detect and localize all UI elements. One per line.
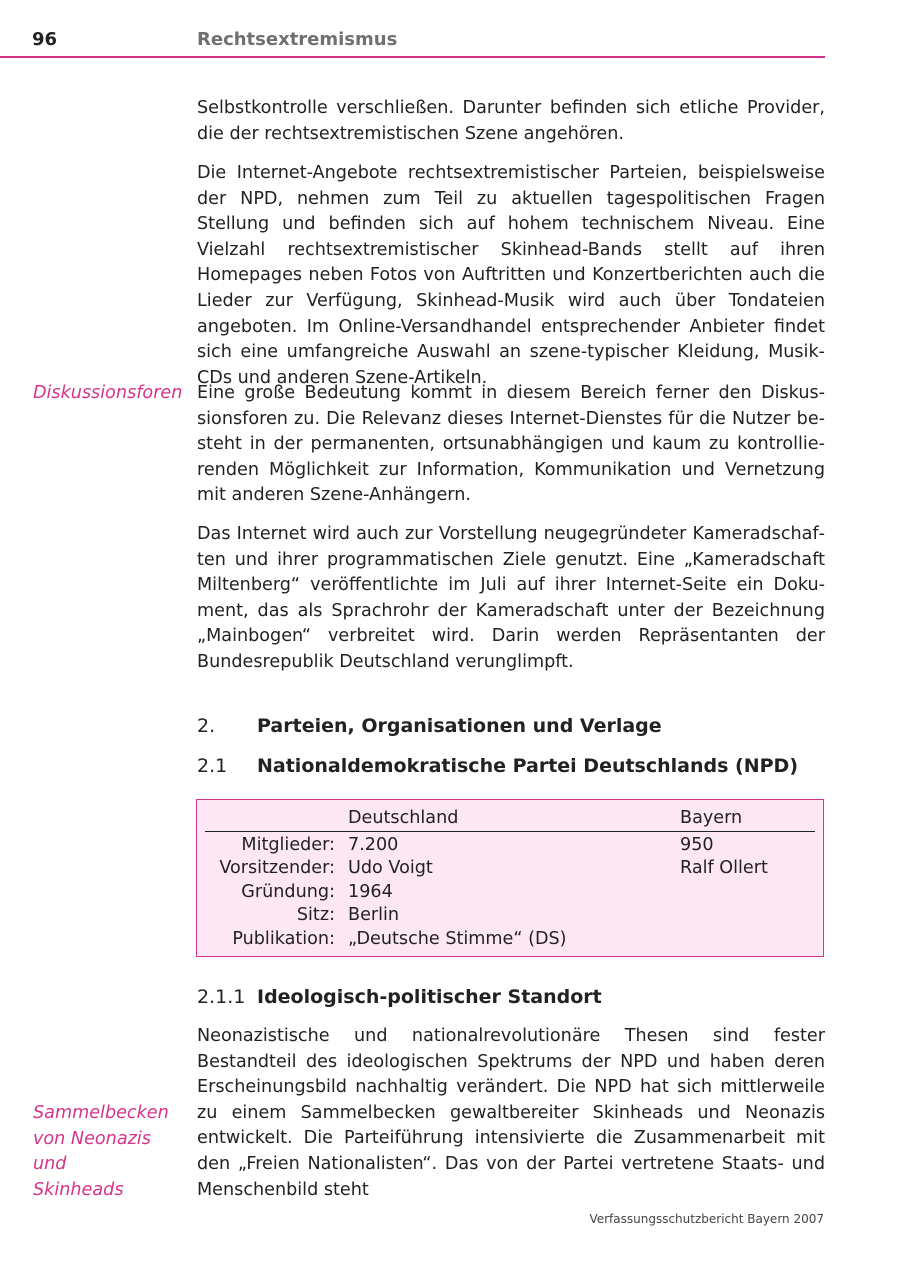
paragraph-1: Selbstkontrolle verschließen. Darunter befinden sich etliche Provider, die der rechtsextremistischen Szene angehören. [197,98,825,144]
factbox-label-vorsitzender: Vorsitzender: [219,858,335,878]
heading-2-number: 2. [197,715,216,737]
factbox-value-mitglieder-by: 950 [680,835,714,855]
factbox-value-gruendung: 1964 [348,882,393,902]
page-footer: Verfassungsschutzbericht Bayern 2007 [589,1212,824,1226]
factbox-label-publikation: Publikation: [232,929,335,949]
factbox-label-sitz: Sitz: [296,905,335,925]
factbox-column-bayern: Bayern [680,808,743,828]
heading-2-1-number: 2.1 [197,755,228,777]
margin-note-diskussionsforen: Diskussionsforen [33,383,183,403]
heading-2-1-1-title: Ideologisch-politischer Standort [257,986,602,1008]
heading-2-1-title: Nationaldemokratische Partei Deutschlands (NPD) [257,755,799,777]
paragraph-5: Neonazistische und nationalrevolutionäre Thesen sind fester Bestandteil des ideologischen Spektrums der NPD und haben deren Erscheinungsbild nachhaltig verändert. Die NPD hat sich mittlerweile zu einem Sammelbecken gewaltbereiter Skinheads und Neonazis entwickelt. Die Parteiführung intensivierte die Zusammenarbeit mit den „Freien Nationalisten“. Das von der Partei vertretene Staats- und Menschenbild steht [197,1026,825,1200]
factbox-value-publikation: „Deutsche Stimme“ (DS) [348,929,567,949]
margin-note-sammelbecken [33,1101,188,1203]
factbox-label-mitglieder: Mitglieder: [241,835,335,855]
page-number: 96 [32,29,58,50]
page-header [0,0,825,58]
margin-note-line: Sammelbecken [33,1103,169,1123]
factbox-column-deutschland: Deutschland [348,808,459,828]
paragraph-2: Die Internet-Angebote rechtsextremistischer Parteien, beispielsweise der NPD, nehmen zum Teil zu aktuellen tagespolitischen Fragen Stellung und befinden sich auf hohem technischem Niveau. Eine Vielzahl rechtsextremistischer Skinhead-Bands stellt auf ihren Homepages neben Fotos von Auftritten und Konzertberichten auch die Lieder zur Verfügung, Skinhead-Musik wird auch über Tondateien angeboten. Im Online-Versandhandel entsprechender Anbieter findet sich eine umfangreiche Auswahl an szene-typischer Kleidung, Musik-CDs und anderen Szene-Artikeln. [197,163,825,388]
heading-2-1-1-number: 2.1.1 [197,986,246,1008]
factbox-value-mitglieder-de: 7.200 [348,835,399,855]
margin-note-line: Skinheads [33,1179,124,1200]
paragraph-4: Das Internet wird auch zur Vorstellung neugegründeter Kameradschaften und ihrer programmatischen Ziele genutzt. Eine „Kameradschaft Miltenberg“ veröffentlichte im Juli auf ihrer Internet-Seite ein Dokument, das als Sprachrohr der Kameradschaft unter der Bezeichnung „Mainbogen“ verbreitet wird. Darin werden Repräsentanten der Bundesrepublik Deutschland verunglimpft. [197,524,825,672]
heading-2-title: Parteien, Organisationen und Verlage [257,715,662,737]
factbox-value-vorsitzender-de: Udo Voigt [348,858,433,878]
running-title: Rechtsextremismus [197,29,398,50]
factbox-label-gruendung: Gründung: [241,882,335,902]
margin-note-line: von Neonazis und [33,1128,151,1175]
factbox-value-vorsitzender-by: Ralf Ollert [680,858,768,878]
factbox-divider [205,831,815,832]
paragraph-3: Eine große Bedeutung kommt in diesem Bereich ferner den Diskussionsforen zu. Die Relevanz dieses Internet-Dienstes für die Nutzer besteht in der permanenten, ortsunabhängigen und kaum zu kontrollierenden Möglichkeit zur Information, Kommunikation und Vernetzung mit anderen Szene-Anhängern. [197,383,825,506]
factbox-value-sitz: Berlin [348,905,400,925]
